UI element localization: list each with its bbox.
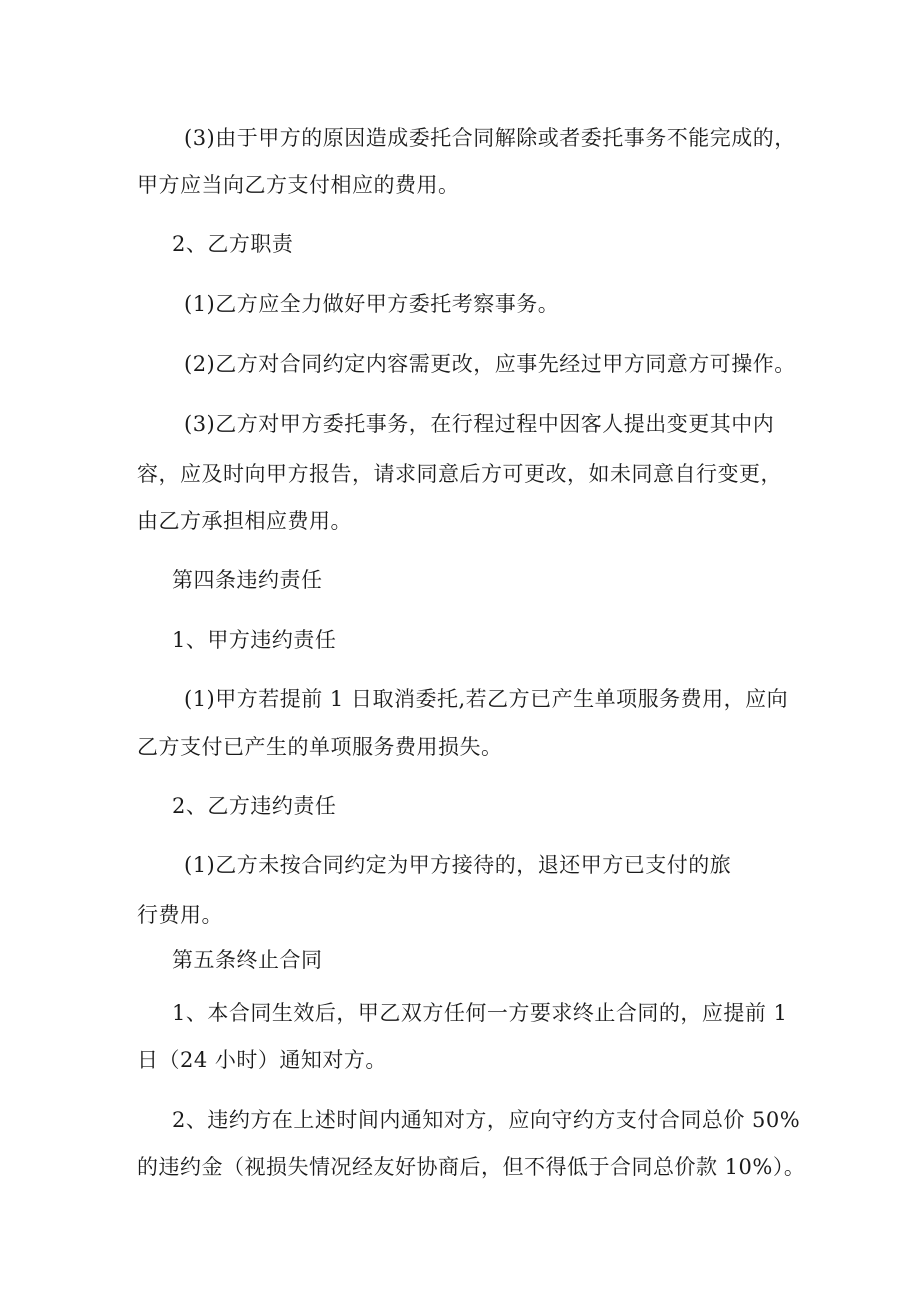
text-line: 行费用。 xyxy=(137,903,223,927)
article-heading: 第五条终止合同 xyxy=(172,948,323,972)
text-line: (3)乙方对甲方委托事务，在行程过程中因客人提出变更其中内 xyxy=(184,412,775,436)
text-line: (2)乙方对合同约定内容需更改，应事先经过甲方同意方可操作。 xyxy=(184,352,796,376)
text-line: (1)乙方未按合同约定为甲方接待的，退还甲方已支付的旅 xyxy=(184,853,732,877)
text-line: 容，应及时向甲方报告，请求同意后方可更改，如未同意自行变更， xyxy=(137,462,782,486)
text-line: 由乙方承担相应费用。 xyxy=(137,509,352,533)
section-heading: 2、乙方职责 xyxy=(172,232,294,256)
text-line: (3)由于甲方的原因造成委托合同解除或者委托事务不能完成的， xyxy=(184,126,796,150)
text-line: 甲方应当向乙方支付相应的费用。 xyxy=(137,173,460,197)
text-line: 乙方支付已产生的单项服务费用损失。 xyxy=(137,735,503,759)
text-line: 2、违约方在上述时间内通知对方，应向守约方支付合同总价 50% xyxy=(172,1108,801,1132)
text-line: 日（24 小时）通知对方。 xyxy=(137,1048,387,1072)
section-heading: 1、甲方违约责任 xyxy=(172,628,337,652)
section-heading: 2、乙方违约责任 xyxy=(172,794,337,818)
article-heading: 第四条违约责任 xyxy=(172,568,323,592)
text-line: (1)乙方应全力做好甲方委托考察事务。 xyxy=(184,292,560,316)
text-line: 的违约金（视损失情况经友好协商后，但不得低于合同总价款 10%）。 xyxy=(137,1155,806,1179)
text-line: (1)甲方若提前 1 日取消委托,若乙方已产生单项服务费用，应向 xyxy=(184,687,789,711)
text-line: 1、本合同生效后，甲乙双方任何一方要求终止合同的，应提前 1 xyxy=(172,1001,788,1025)
